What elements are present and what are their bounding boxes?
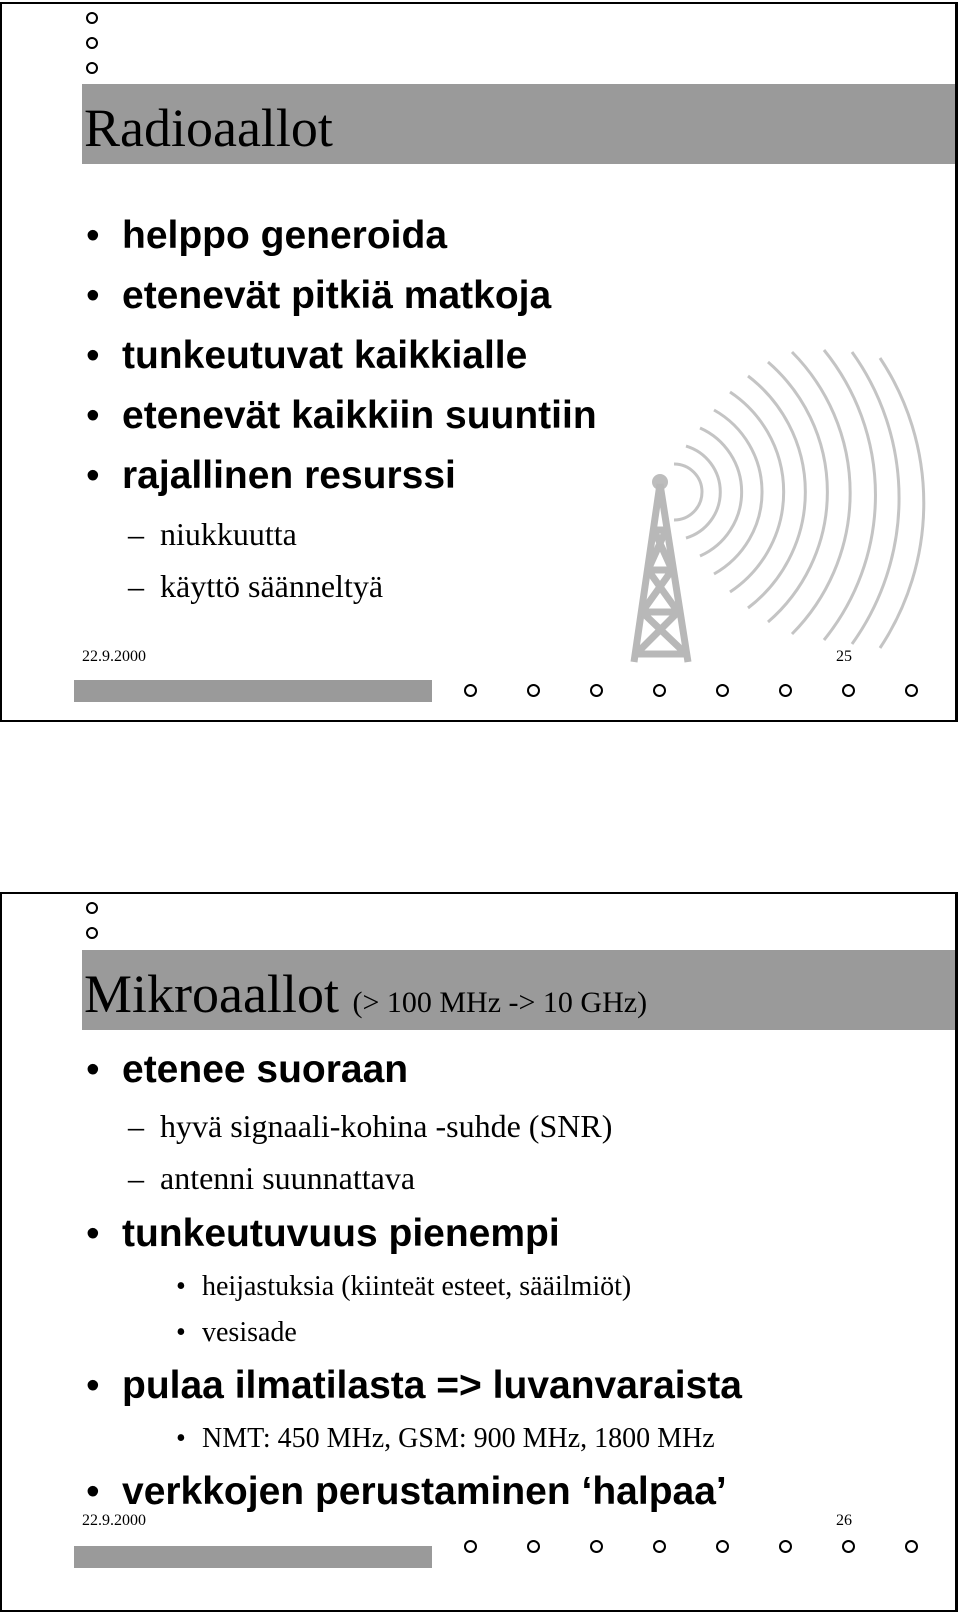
bullet-item: • etenevät pitkiä matkoja — [86, 266, 597, 326]
sub-sub-bullet-item: • heijastuksia (kiinteät esteet, sääilmiöt) — [86, 1264, 742, 1310]
footer-dots — [464, 684, 918, 697]
footer-date: 22.9.2000 — [82, 648, 146, 665]
slide-26 — [0, 892, 958, 1612]
bullet-item: • rajallinen resurssi — [86, 446, 597, 506]
slide-title-main: Mikroaallot — [84, 964, 339, 1024]
bullet-item: • etenevät kaikkiin suuntiin — [86, 386, 597, 446]
bullet-item: • helppo generoida — [86, 206, 597, 266]
page-number: 25 — [836, 648, 852, 665]
sub-bullet-item: – antenni suunnattava — [86, 1152, 742, 1204]
sub-sub-bullet-item: • vesisade — [86, 1310, 742, 1356]
footer-bar — [74, 680, 432, 702]
bullet-item: • tunkeutuvuus pienempi — [86, 1204, 742, 1264]
bullet-item: • etenee suoraan — [86, 1040, 742, 1100]
radio-tower-icon — [562, 344, 958, 684]
slide-title: Radioaallot — [84, 98, 333, 158]
footer-dots — [464, 1540, 918, 1553]
bullet-item: • pulaa ilmatilasta => luvanvaraista — [86, 1356, 742, 1416]
sub-bullet-item: – hyvä signaali-kohina -suhde (SNR) — [86, 1100, 742, 1152]
bullet-list — [86, 206, 597, 506]
bullet-item: • verkkojen perustaminen ‘halpaa’ — [86, 1462, 742, 1522]
corner-dots — [86, 12, 98, 87]
sub-bullet-item: – käyttö säänneltyä — [86, 560, 383, 612]
slide-title — [84, 962, 647, 1027]
content — [86, 1040, 742, 1522]
sub-sub-bullet-item: • NMT: 450 MHz, GSM: 900 MHz, 1800 MHz — [86, 1416, 742, 1462]
sub-bullet-list — [86, 508, 383, 612]
page-number: 26 — [836, 1512, 852, 1529]
footer-date: 22.9.2000 — [82, 1512, 146, 1529]
footer-bar — [74, 1546, 432, 1568]
slide-25 — [0, 2, 958, 722]
bullet-item: • tunkeutuvat kaikkialle — [86, 326, 597, 386]
sub-bullet-item: – niukkuutta — [86, 508, 383, 560]
slide-title-subtitle: (> 100 MHz -> 10 GHz) — [352, 986, 648, 1019]
